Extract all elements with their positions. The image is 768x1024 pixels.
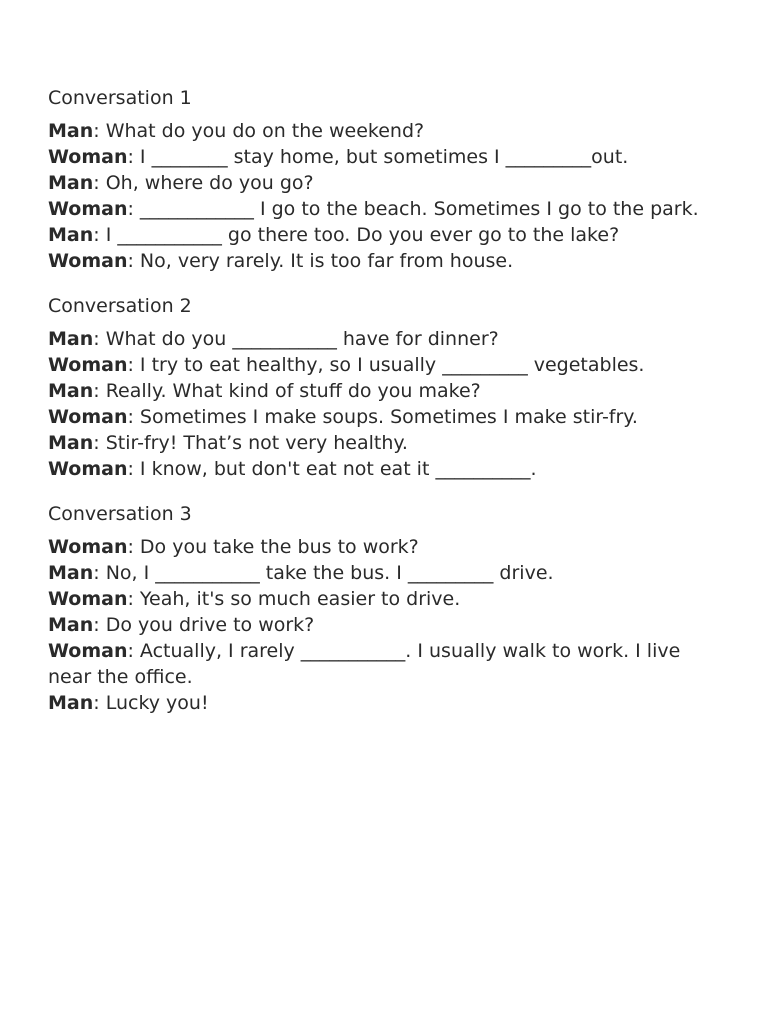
dialogue-line [48, 560, 728, 586]
conversation-2 [48, 294, 728, 482]
speaker-label: Woman [48, 250, 128, 272]
conversation-title: Conversation 1 [48, 87, 192, 109]
speaker-label: Woman [48, 536, 128, 558]
speaker-label: Woman [48, 198, 128, 220]
dialogue-text: : No, I ___________ take the bus. I _________ drive. [93, 562, 554, 584]
dialogue-line [48, 456, 728, 482]
conversation-3 [48, 502, 728, 716]
speaker-label: Woman [48, 640, 128, 662]
speaker-label: Man [48, 328, 94, 350]
dialogue-line [48, 222, 728, 248]
dialogue-line [48, 404, 728, 430]
dialogue-line [48, 586, 728, 612]
dialogue-line [48, 638, 728, 690]
speaker-label: Man [48, 614, 94, 636]
conversation-1 [48, 86, 728, 274]
speaker-label: Man [48, 120, 94, 142]
dialogue-text: : What do you do on the weekend? [93, 120, 425, 142]
dialogue-text: : I ________ stay home, but sometimes I _________out. [127, 146, 629, 168]
dialogue-line [48, 690, 728, 716]
speaker-label: Woman [48, 458, 128, 480]
conversation-title: Conversation 2 [48, 295, 192, 317]
dialogue-text: : Oh, where do you go? [93, 172, 314, 194]
dialogue-line [48, 430, 728, 456]
dialogue-text: : What do you ___________ have for dinner? [93, 328, 499, 350]
speaker-label: Man [48, 562, 94, 584]
dialogue-text: : Sometimes I make soups. Sometimes I make stir-fry. [127, 406, 638, 428]
dialogue-line [48, 248, 728, 274]
speaker-label: Woman [48, 146, 128, 168]
speaker-label: Woman [48, 406, 128, 428]
dialogue-text: : I ___________ go there too. Do you ever go to the lake? [93, 224, 620, 246]
dialogue-line [48, 378, 728, 404]
conversation-title: Conversation 3 [48, 503, 192, 525]
dialogue-text: : Stir-fry! That’s not very healthy. [93, 432, 408, 454]
dialogue-text: : Do you take the bus to work? [127, 536, 419, 558]
dialogue-text: : Really. What kind of stuff do you make? [93, 380, 481, 402]
speaker-label: Woman [48, 588, 128, 610]
speaker-label: Man [48, 692, 94, 714]
speaker-label: Man [48, 380, 94, 402]
worksheet [48, 86, 728, 736]
dialogue-text: : Do you drive to work? [93, 614, 315, 636]
dialogue-text: : Yeah, it's so much easier to drive. [127, 588, 461, 610]
dialogue-text: : Actually, I rarely ___________. I usually walk to work. I live near the office. [48, 640, 681, 688]
dialogue-text: : I know, but don't eat not eat it __________. [127, 458, 537, 480]
dialogue-line [48, 118, 728, 144]
dialogue-text: : I try to eat healthy, so I usually _________ vegetables. [127, 354, 645, 376]
speaker-label: Man [48, 432, 94, 454]
dialogue-line [48, 352, 728, 378]
dialogue-text: : No, very rarely. It is too far from house. [127, 250, 514, 272]
dialogue-line [48, 196, 728, 222]
dialogue-line [48, 326, 728, 352]
speaker-label: Woman [48, 354, 128, 376]
dialogue-line [48, 534, 728, 560]
dialogue-line [48, 170, 728, 196]
speaker-label: Man [48, 224, 94, 246]
speaker-label: Man [48, 172, 94, 194]
dialogue-line [48, 612, 728, 638]
dialogue-text: : Lucky you! [93, 692, 209, 714]
dialogue-text: : ____________ I go to the beach. Sometimes I go to the park. [127, 198, 699, 220]
dialogue-line [48, 144, 728, 170]
